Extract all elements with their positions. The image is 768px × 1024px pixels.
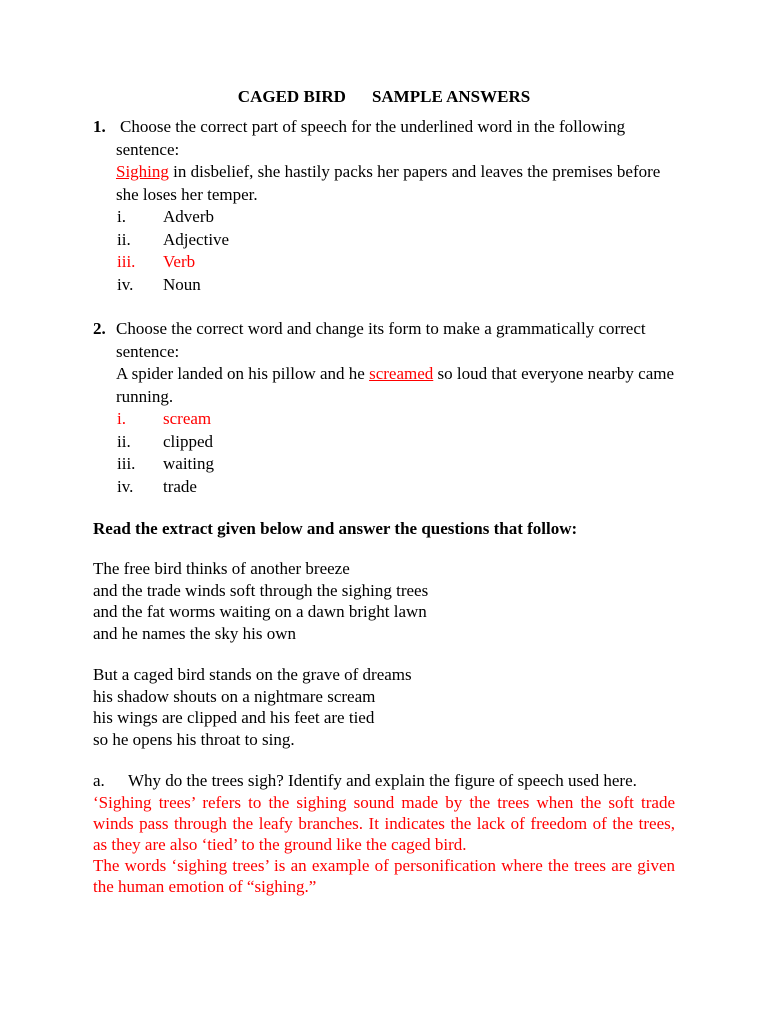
option-text: trade xyxy=(163,476,197,496)
option-text: Noun xyxy=(163,274,201,294)
question-1-sentence-rest: in disbelief, she hastily packs her papers and leaves the premises before she loses her temper. xyxy=(116,162,661,204)
question-2-sentence xyxy=(116,363,675,408)
document-page xyxy=(93,86,675,897)
question-2-underlined-word: screamed xyxy=(369,364,434,383)
poem-line: so he opens his throat to sing. xyxy=(93,729,295,749)
sub-question-a xyxy=(93,770,675,792)
poem-line: his wings are clipped and his feet are tied xyxy=(93,708,375,727)
option-roman: i. xyxy=(117,409,126,428)
option-roman: i. xyxy=(117,207,126,226)
poem-line: and the fat worms waiting on a dawn bright lawn xyxy=(93,602,427,621)
question-1-sentence xyxy=(116,161,675,206)
option-roman: iv. xyxy=(117,476,134,496)
question-2-number: 2. xyxy=(93,319,106,338)
option-item-correct xyxy=(93,408,675,431)
question-1-options xyxy=(93,206,675,296)
option-roman: ii. xyxy=(117,431,131,451)
option-text: scream xyxy=(163,409,212,428)
question-1 xyxy=(93,116,675,206)
question-2 xyxy=(93,318,675,408)
question-2-options xyxy=(93,408,675,498)
poem-line: The free bird thinks of another breeze xyxy=(93,559,350,578)
option-item xyxy=(93,206,675,229)
option-item xyxy=(93,229,675,252)
option-text: waiting xyxy=(163,454,214,473)
option-item xyxy=(93,431,675,454)
poem-line: But a caged bird stands on the grave of dreams xyxy=(93,665,412,684)
title-right: SAMPLE ANSWERS xyxy=(371,87,531,106)
option-item xyxy=(93,476,675,499)
option-text: Verb xyxy=(163,252,196,271)
option-roman: iii. xyxy=(117,454,136,473)
title-left: CAGED BIRD xyxy=(237,87,346,106)
poem-line: his shadow shouts on a nightmare scream xyxy=(93,686,376,706)
sub-question-letter: a. xyxy=(93,771,105,790)
answer-paragraph-1: ‘Sighing trees’ refers to the sighing sound made by the trees when the soft trade winds pass through the leafy branches. It indicates the lack of freedom of the trees, as they are also ‘tied’ to the ground like the caged bird. xyxy=(93,793,675,854)
question-2-sentence-after: so loud that everyone nearby came running. xyxy=(116,364,675,406)
poem-line: and the trade winds soft through the sighing trees xyxy=(93,580,429,600)
option-text: clipped xyxy=(163,431,214,451)
question-2-sentence-before: A spider landed on his pillow and he xyxy=(116,364,365,383)
option-roman: ii. xyxy=(117,229,131,249)
option-item xyxy=(93,453,675,476)
page-title xyxy=(93,86,675,108)
extract-heading: Read the extract given below and answer the questions that follow: xyxy=(93,519,578,538)
question-1-underlined-word: Sighing xyxy=(116,162,169,181)
poem-stanza-2 xyxy=(93,664,675,750)
option-item-correct xyxy=(93,251,675,274)
question-2-prompt: Choose the correct word and change its form to make a grammatically correct sentence: xyxy=(116,319,646,361)
option-item xyxy=(93,274,675,297)
option-roman: iii. xyxy=(117,252,136,271)
option-text: Adverb xyxy=(163,207,214,226)
poem-line: and he names the sky his own xyxy=(93,623,297,643)
option-text: Adjective xyxy=(163,229,230,249)
answer-paragraph-2: The words ‘sighing trees’ is an example of personification where the trees are given the human emotion of “sighing.” xyxy=(93,856,675,896)
question-1-number: 1. xyxy=(93,117,106,136)
sub-question-text: Why do the trees sigh? Identify and explain the figure of speech used here. xyxy=(128,771,637,790)
question-1-prompt: Choose the correct part of speech for the underlined word in the following sentence: xyxy=(116,117,626,159)
poem-stanza-1 xyxy=(93,558,675,644)
option-roman: iv. xyxy=(117,274,134,294)
